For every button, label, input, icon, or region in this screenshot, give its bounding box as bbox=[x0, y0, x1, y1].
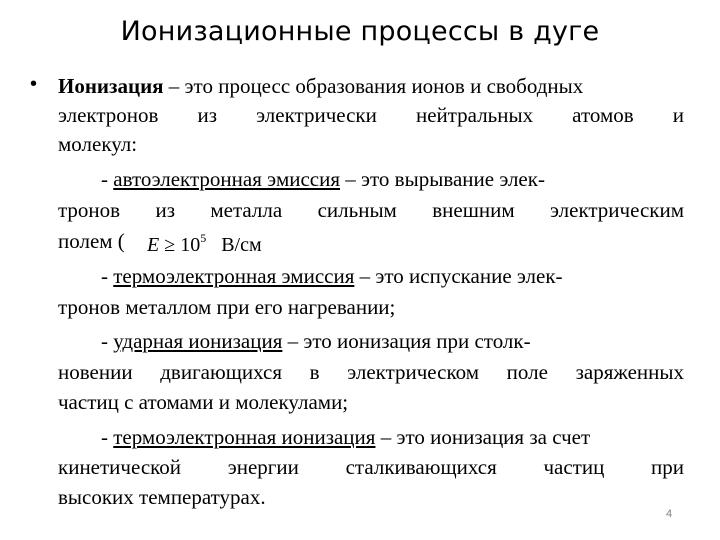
term-impact-ionization: ударная ионизация bbox=[113, 329, 283, 353]
formula-exponent: 5 bbox=[200, 231, 207, 245]
text-segment: – это испускание элек- bbox=[354, 264, 563, 288]
text-line-11: частиц с атомами и молекулами; bbox=[58, 390, 349, 414]
text-segment: – это процесс образования ионов и свободных bbox=[163, 74, 584, 98]
term-thermionic-emission: термоэлектронная эмиссия bbox=[113, 264, 355, 288]
text-line-12 bbox=[101, 427, 590, 448]
text-line-10: новении двигающихся в электрическом поле заряженных bbox=[58, 360, 684, 384]
term-autoelectron-emission: автоэлектронная эмиссия bbox=[113, 167, 341, 191]
text-segment: – это ионизация за счет bbox=[375, 425, 591, 449]
formula-variable: E bbox=[147, 234, 160, 256]
page-number: 4 bbox=[666, 508, 673, 520]
text-line-6: полем ( bbox=[58, 229, 125, 253]
text-line-14: высоких температурах. bbox=[58, 485, 266, 509]
text-line-8: тронов металлом при его нагревании; bbox=[58, 295, 396, 319]
dash: - bbox=[101, 425, 114, 449]
term-ionization: Ионизация bbox=[58, 74, 164, 98]
text-segment: – это ионизация при столк- bbox=[282, 329, 531, 353]
text-line-9 bbox=[101, 331, 531, 352]
dash: - bbox=[101, 329, 114, 353]
slide-title: Ионизационные процессы в дуге bbox=[120, 16, 600, 47]
text-segment: – это вырывание элек- bbox=[340, 167, 545, 191]
text-line-5: тронов из металла сильным внешним электрическим bbox=[58, 198, 684, 222]
text-line-4 bbox=[101, 169, 545, 190]
term-thermal-ionization: термоэлектронная ионизация bbox=[113, 425, 376, 449]
text-line-3: молекул: bbox=[58, 132, 138, 156]
dash: - bbox=[101, 264, 114, 288]
text-line-1 bbox=[58, 76, 583, 97]
text-line-2: электронов из электрически нейтральных атомов и bbox=[58, 103, 684, 127]
formula-field-strength bbox=[147, 231, 283, 257]
formula-unit: В/см bbox=[206, 234, 262, 256]
formula-relation: ≥ 10 bbox=[159, 234, 201, 256]
text-line-13: кинетической энергии сталкивающихся частиц при bbox=[58, 455, 684, 479]
text-line-7 bbox=[101, 266, 563, 287]
bullet-marker: • bbox=[30, 73, 38, 95]
dash: - bbox=[101, 167, 114, 191]
